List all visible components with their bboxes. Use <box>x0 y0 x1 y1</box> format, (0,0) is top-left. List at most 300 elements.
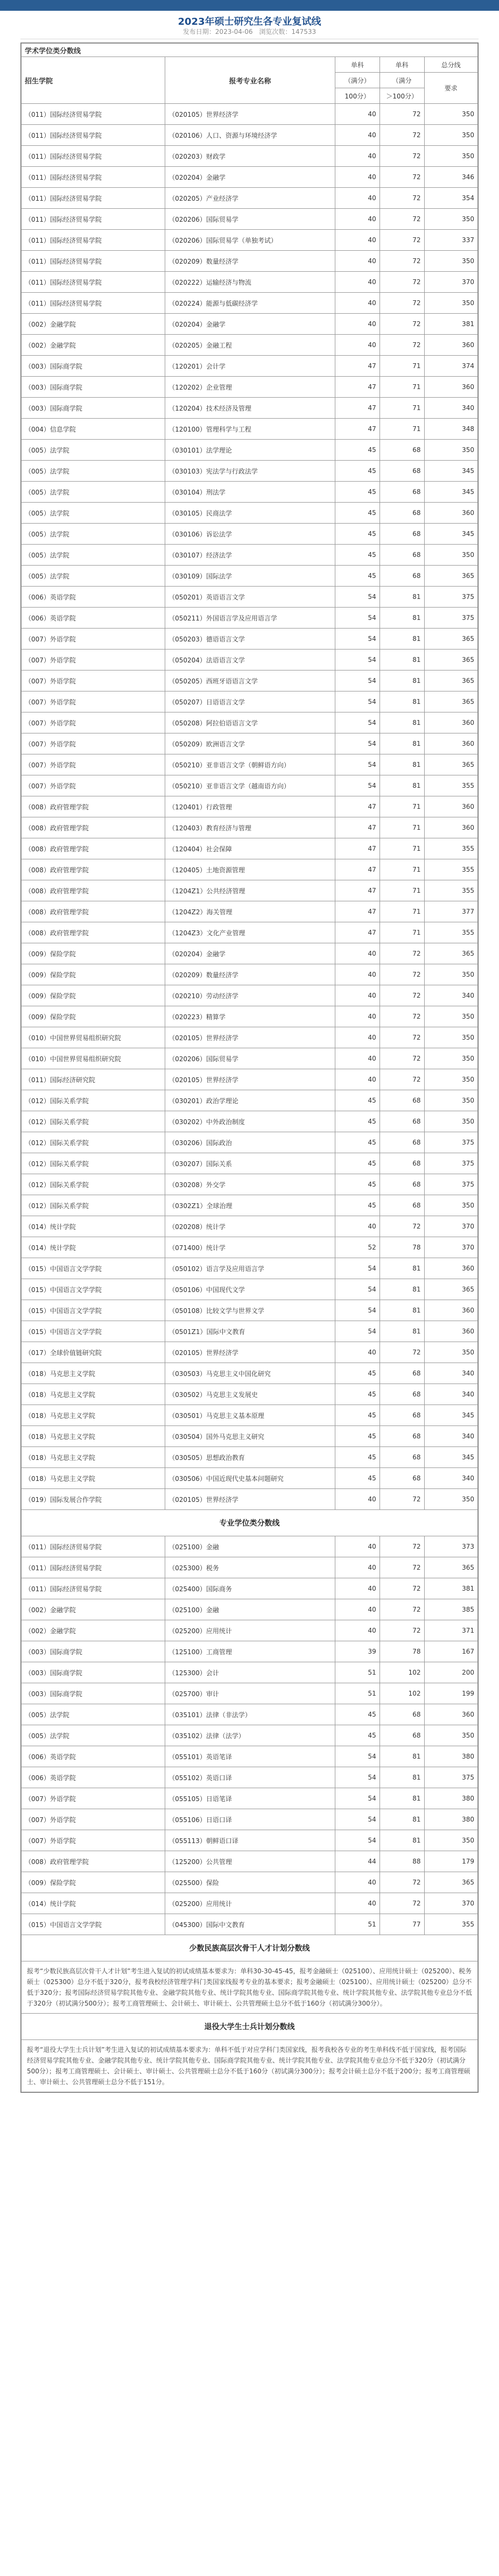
school-cell: （007）外语学院 <box>22 650 165 671</box>
score-table-wrapper <box>20 43 479 2093</box>
school-cell: （008）政府管理学院 <box>22 838 165 859</box>
section-veteran-title: 退役大学生士兵计划分数线 <box>22 2014 478 2040</box>
single-score-over100-cell: 68 <box>379 1725 424 1746</box>
total-score-cell: 371 <box>424 1620 477 1641</box>
total-score-cell: 360 <box>424 1258 477 1279</box>
total-score-cell: 350 <box>424 545 477 566</box>
total-score-cell: 350 <box>424 1195 477 1216</box>
school-cell: （015）中国语言文学学院 <box>22 1914 165 1935</box>
table-row <box>22 419 478 440</box>
single-score-100-cell: 45 <box>335 1132 379 1153</box>
major-cell: （020204）金融学 <box>165 167 335 188</box>
major-cell: （0302Z1）全球治理 <box>165 1195 335 1216</box>
school-cell: （014）统计学院 <box>22 1893 165 1914</box>
single-score-over100-cell: 72 <box>379 943 424 964</box>
school-cell: （015）中国语言文学学院 <box>22 1258 165 1279</box>
major-cell: （030105）民商法学 <box>165 503 335 524</box>
table-row <box>22 1557 478 1578</box>
single-score-over100-cell: 68 <box>379 1090 424 1111</box>
single-score-over100-cell: 81 <box>379 1258 424 1279</box>
score-table <box>21 43 478 2092</box>
major-cell: （020209）数量经济学 <box>165 964 335 985</box>
table-row <box>22 1342 478 1363</box>
table-row <box>22 503 478 524</box>
major-cell: （120405）土地资源管理 <box>165 859 335 880</box>
single-score-100-cell: 51 <box>335 1683 379 1704</box>
table-row <box>22 1027 478 1048</box>
table-row <box>22 1174 478 1195</box>
single-score-100-cell: 54 <box>335 1830 379 1851</box>
major-cell: （050108）比较文学与世界文学 <box>165 1300 335 1321</box>
school-cell: （007）外语学院 <box>22 1788 165 1809</box>
table-row <box>22 880 478 901</box>
table-row <box>22 1048 478 1069</box>
total-score-cell: 340 <box>424 1426 477 1447</box>
table-row <box>22 1704 478 1725</box>
table-row <box>22 964 478 985</box>
single-score-100-cell: 45 <box>335 1090 379 1111</box>
table-row <box>22 545 478 566</box>
major-cell: （025700）审计 <box>165 1683 335 1704</box>
total-score-cell: 370 <box>424 1237 477 1258</box>
total-score-cell: 365 <box>424 691 477 712</box>
school-cell: （014）统计学院 <box>22 1237 165 1258</box>
major-cell: （125100）工商管理 <box>165 1641 335 1662</box>
table-row <box>22 1090 478 1111</box>
total-score-cell: 365 <box>424 1872 477 1893</box>
single-score-over100-cell: 72 <box>379 104 424 125</box>
single-score-over100-cell: 81 <box>379 587 424 608</box>
table-row <box>22 188 478 209</box>
major-cell: （055101）英语笔译 <box>165 1746 335 1767</box>
total-score-cell: 374 <box>424 356 477 377</box>
school-cell: （005）法学院 <box>22 482 165 503</box>
single-score-100-cell: 51 <box>335 1914 379 1935</box>
single-score-100-cell: 47 <box>335 398 379 419</box>
single-score-100-cell: 45 <box>335 1195 379 1216</box>
section-academic-label: 学术学位类分数线 <box>22 44 478 57</box>
table-row <box>22 1405 478 1426</box>
section-minority-title: 少数民族高层次骨干人才计划分数线 <box>22 1935 478 1961</box>
total-score-cell: 360 <box>424 1300 477 1321</box>
total-score-cell: 355 <box>424 838 477 859</box>
single-score-100-cell: 40 <box>335 964 379 985</box>
school-cell: （007）外语学院 <box>22 1809 165 1830</box>
single-score-over100-cell: 68 <box>379 1363 424 1384</box>
single-score-100-cell: 45 <box>335 461 379 482</box>
table-row <box>22 671 478 691</box>
single-score-100-cell: 54 <box>335 1258 379 1279</box>
single-score-over100-cell: 81 <box>379 775 424 796</box>
major-cell: （050204）法语语言文学 <box>165 650 335 671</box>
major-cell: （030101）法学理论 <box>165 440 335 461</box>
major-cell: （050203）德语语言文学 <box>165 629 335 650</box>
major-cell: （025300）税务 <box>165 1557 335 1578</box>
table-row <box>22 1578 478 1599</box>
major-cell: （020105）世界经济学 <box>165 1069 335 1090</box>
table-row <box>22 1300 478 1321</box>
single-score-100-cell: 47 <box>335 419 379 440</box>
major-cell: （020206）国际贸易学（单独考试） <box>165 230 335 251</box>
table-row <box>22 335 478 356</box>
table-row <box>22 838 478 859</box>
total-score-cell: 350 <box>424 440 477 461</box>
major-cell: （055113）朝鲜语口译 <box>165 1830 335 1851</box>
section-veteran-text-row <box>22 2040 478 2092</box>
total-score-cell: 380 <box>424 1809 477 1830</box>
total-score-cell: 345 <box>424 482 477 503</box>
school-cell: （008）政府管理学院 <box>22 1851 165 1872</box>
single-score-100-cell: 40 <box>335 230 379 251</box>
total-score-cell: 365 <box>424 629 477 650</box>
single-score-100-cell: 47 <box>335 838 379 859</box>
major-cell: （030109）国际法学 <box>165 566 335 587</box>
major-cell: （030106）诉讼法学 <box>165 524 335 545</box>
single-score-over100-cell: 71 <box>379 817 424 838</box>
school-cell: （009）保险学院 <box>22 1872 165 1893</box>
single-score-over100-cell: 72 <box>379 1342 424 1363</box>
total-score-cell: 375 <box>424 1767 477 1788</box>
section-minority-title-row <box>22 1935 478 1961</box>
total-score-cell: 350 <box>424 293 477 314</box>
total-score-cell: 360 <box>424 817 477 838</box>
header-single-2-mid: （满分 <box>379 73 424 88</box>
total-score-cell: 355 <box>424 775 477 796</box>
major-cell: （050209）欧洲语言文学 <box>165 733 335 754</box>
header-single-1-bot: 100分） <box>335 88 379 104</box>
single-score-100-cell: 54 <box>335 754 379 775</box>
single-score-over100-cell: 68 <box>379 524 424 545</box>
major-cell: （1204Z3）文化产业管理 <box>165 922 335 943</box>
single-score-over100-cell: 72 <box>379 188 424 209</box>
major-cell: （030504）国外马克思主义研究 <box>165 1426 335 1447</box>
single-score-100-cell: 54 <box>335 1809 379 1830</box>
table-row <box>22 1321 478 1342</box>
total-score-cell: 337 <box>424 230 477 251</box>
total-score-cell: 350 <box>424 1725 477 1746</box>
single-score-over100-cell: 81 <box>379 1746 424 1767</box>
school-cell: （003）国际商学院 <box>22 1662 165 1683</box>
major-cell: （050106）中国现代文学 <box>165 1279 335 1300</box>
table-row <box>22 1363 478 1384</box>
single-score-100-cell: 54 <box>335 650 379 671</box>
header-row-1 <box>22 57 478 73</box>
total-score-cell: 355 <box>424 922 477 943</box>
total-score-cell: 340 <box>424 1384 477 1405</box>
total-score-cell: 375 <box>424 608 477 629</box>
major-cell: （020106）人口、资源与环境经济学 <box>165 125 335 146</box>
table-row <box>22 1809 478 1830</box>
major-cell: （055105）日语笔译 <box>165 1788 335 1809</box>
school-cell: （011）国际经济贸易学院 <box>22 1536 165 1557</box>
single-score-over100-cell: 72 <box>379 1489 424 1510</box>
school-cell: （012）国际关系学院 <box>22 1090 165 1111</box>
school-cell: （010）中国世界贸易组织研究院 <box>22 1027 165 1048</box>
single-score-100-cell: 40 <box>335 1006 379 1027</box>
table-row <box>22 1006 478 1027</box>
single-score-100-cell: 40 <box>335 188 379 209</box>
single-score-100-cell: 40 <box>335 1489 379 1510</box>
single-score-100-cell: 40 <box>335 293 379 314</box>
school-cell: （011）国际经济贸易学院 <box>22 188 165 209</box>
total-score-cell: 345 <box>424 524 477 545</box>
school-cell: （007）外语学院 <box>22 712 165 733</box>
table-row <box>22 1620 478 1641</box>
section-professional-title: 专业学位类分数线 <box>22 1510 478 1536</box>
table-row <box>22 733 478 754</box>
single-score-over100-cell: 72 <box>379 1620 424 1641</box>
single-score-over100-cell: 81 <box>379 1767 424 1788</box>
total-score-cell: 350 <box>424 125 477 146</box>
table-row <box>22 1725 478 1746</box>
school-cell: （002）金融学院 <box>22 335 165 356</box>
single-score-100-cell: 45 <box>335 545 379 566</box>
school-cell: （008）政府管理学院 <box>22 901 165 922</box>
total-score-cell: 360 <box>424 1704 477 1725</box>
total-score-cell: 380 <box>424 1746 477 1767</box>
school-cell: （008）政府管理学院 <box>22 880 165 901</box>
table-row <box>22 1384 478 1405</box>
major-cell: （071400）统计学 <box>165 1237 335 1258</box>
section-academic-label-row <box>22 44 478 57</box>
single-score-100-cell: 54 <box>335 629 379 650</box>
table-row <box>22 1111 478 1132</box>
school-cell: （007）外语学院 <box>22 754 165 775</box>
single-score-over100-cell: 81 <box>379 608 424 629</box>
total-score-cell: 360 <box>424 733 477 754</box>
single-score-100-cell: 45 <box>335 440 379 461</box>
single-score-100-cell: 54 <box>335 1300 379 1321</box>
total-score-cell: 350 <box>424 1111 477 1132</box>
total-score-cell: 346 <box>424 167 477 188</box>
single-score-100-cell: 40 <box>335 1872 379 1893</box>
total-score-cell: 373 <box>424 1536 477 1557</box>
single-score-over100-cell: 68 <box>379 1426 424 1447</box>
major-cell: （050210）亚非语言文学（越南语方向） <box>165 775 335 796</box>
school-cell: （009）保险学院 <box>22 964 165 985</box>
total-score-cell: 345 <box>424 1405 477 1426</box>
table-row <box>22 1489 478 1510</box>
major-cell: （030208）外交学 <box>165 1174 335 1195</box>
total-score-cell: 365 <box>424 650 477 671</box>
single-score-100-cell: 40 <box>335 167 379 188</box>
single-score-over100-cell: 72 <box>379 1557 424 1578</box>
single-score-over100-cell: 81 <box>379 1788 424 1809</box>
single-score-over100-cell: 68 <box>379 1132 424 1153</box>
major-cell: （030501）马克思主义基本原理 <box>165 1405 335 1426</box>
school-cell: （009）保险学院 <box>22 1006 165 1027</box>
header-total-req: 要求 <box>424 73 477 104</box>
total-score-cell: 375 <box>424 587 477 608</box>
single-score-over100-cell: 72 <box>379 964 424 985</box>
total-score-cell: 375 <box>424 1153 477 1174</box>
major-cell: （020205）金融工程 <box>165 335 335 356</box>
total-score-cell: 365 <box>424 1557 477 1578</box>
single-score-100-cell: 40 <box>335 251 379 272</box>
total-score-cell: 350 <box>424 1830 477 1851</box>
major-cell: （020105）世界经济学 <box>165 1489 335 1510</box>
school-cell: （011）国际经济贸易学院 <box>22 251 165 272</box>
single-score-over100-cell: 72 <box>379 1893 424 1914</box>
table-row <box>22 1872 478 1893</box>
school-cell: （005）法学院 <box>22 461 165 482</box>
school-cell: （005）法学院 <box>22 503 165 524</box>
single-score-over100-cell: 68 <box>379 1111 424 1132</box>
total-score-cell: 360 <box>424 712 477 733</box>
single-score-100-cell: 45 <box>335 1704 379 1725</box>
single-score-over100-cell: 81 <box>379 1279 424 1300</box>
school-cell: （011）国际经济贸易学院 <box>22 293 165 314</box>
school-cell: （018）马克思主义学院 <box>22 1426 165 1447</box>
school-cell: （018）马克思主义学院 <box>22 1405 165 1426</box>
school-cell: （018）马克思主义学院 <box>22 1447 165 1468</box>
school-cell: （011）国际经济研究院 <box>22 1069 165 1090</box>
single-score-over100-cell: 72 <box>379 1027 424 1048</box>
total-score-cell: 199 <box>424 1683 477 1704</box>
single-score-100-cell: 40 <box>335 125 379 146</box>
single-score-100-cell: 45 <box>335 1405 379 1426</box>
major-cell: （020222）运输经济与物流 <box>165 272 335 293</box>
single-score-over100-cell: 72 <box>379 209 424 230</box>
header-single-1: 单科 <box>335 57 379 73</box>
single-score-over100-cell: 72 <box>379 1536 424 1557</box>
school-cell: （005）法学院 <box>22 545 165 566</box>
single-score-over100-cell: 68 <box>379 1384 424 1405</box>
single-score-over100-cell: 78 <box>379 1641 424 1662</box>
table-row <box>22 1132 478 1153</box>
table-row <box>22 754 478 775</box>
single-score-over100-cell: 68 <box>379 566 424 587</box>
single-score-over100-cell: 81 <box>379 1300 424 1321</box>
single-score-over100-cell: 68 <box>379 1153 424 1174</box>
total-score-cell: 350 <box>424 1006 477 1027</box>
total-score-cell: 381 <box>424 1578 477 1599</box>
major-cell: （025400）国际商务 <box>165 1578 335 1599</box>
major-cell: （0501Z1）国际中文教育 <box>165 1321 335 1342</box>
school-cell: （008）政府管理学院 <box>22 817 165 838</box>
single-score-100-cell: 40 <box>335 146 379 167</box>
major-cell: （035101）法律（非法学） <box>165 1704 335 1725</box>
single-score-100-cell: 40 <box>335 1578 379 1599</box>
major-cell: （030503）马克思主义中国化研究 <box>165 1363 335 1384</box>
total-score-cell: 200 <box>424 1662 477 1683</box>
table-row <box>22 1536 478 1557</box>
school-cell: （007）外语学院 <box>22 671 165 691</box>
major-cell: （120403）教育经济与管理 <box>165 817 335 838</box>
section-minority-text-row <box>22 1961 478 2014</box>
total-score-cell: 377 <box>424 901 477 922</box>
major-cell: （025200）应用统计 <box>165 1620 335 1641</box>
table-row <box>22 251 478 272</box>
single-score-100-cell: 40 <box>335 1069 379 1090</box>
publish-date: 发布日期：2023-04-06 <box>182 28 253 36</box>
header-single-2-bot: ＞100分） <box>379 88 424 104</box>
major-cell: （020224）能源与低碳经济学 <box>165 293 335 314</box>
total-score-cell: 370 <box>424 272 477 293</box>
single-score-over100-cell: 81 <box>379 1830 424 1851</box>
total-score-cell: 355 <box>424 1914 477 1935</box>
table-row <box>22 943 478 964</box>
total-score-cell: 354 <box>424 188 477 209</box>
single-score-100-cell: 40 <box>335 1216 379 1237</box>
total-score-cell: 340 <box>424 985 477 1006</box>
school-cell: （002）金融学院 <box>22 1620 165 1641</box>
total-score-cell: 348 <box>424 419 477 440</box>
single-score-over100-cell: 72 <box>379 1216 424 1237</box>
single-score-100-cell: 40 <box>335 1599 379 1620</box>
single-score-over100-cell: 78 <box>379 1237 424 1258</box>
single-score-100-cell: 40 <box>335 985 379 1006</box>
school-cell: （005）法学院 <box>22 566 165 587</box>
major-cell: （055106）日语口译 <box>165 1809 335 1830</box>
major-cell: （1204Z2）海关管理 <box>165 901 335 922</box>
school-cell: （008）政府管理学院 <box>22 859 165 880</box>
single-score-100-cell: 45 <box>335 1447 379 1468</box>
major-cell: （020105）世界经济学 <box>165 1027 335 1048</box>
school-cell: （018）马克思主义学院 <box>22 1384 165 1405</box>
school-cell: （002）金融学院 <box>22 1599 165 1620</box>
school-cell: （017）全球价值链研究院 <box>22 1342 165 1363</box>
major-cell: （050211）外国语言学及应用语言学 <box>165 608 335 629</box>
single-score-over100-cell: 71 <box>379 796 424 817</box>
school-cell: （018）马克思主义学院 <box>22 1363 165 1384</box>
school-cell: （003）国际商学院 <box>22 398 165 419</box>
single-score-over100-cell: 81 <box>379 629 424 650</box>
major-cell: （120100）管理科学与工程 <box>165 419 335 440</box>
single-score-over100-cell: 81 <box>379 1321 424 1342</box>
single-score-over100-cell: 72 <box>379 293 424 314</box>
total-score-cell: 350 <box>424 1069 477 1090</box>
school-cell: （011）国际经济贸易学院 <box>22 272 165 293</box>
major-cell: （120401）行政管理 <box>165 796 335 817</box>
total-score-cell: 340 <box>424 1363 477 1384</box>
major-cell: （030505）思想政治教育 <box>165 1447 335 1468</box>
single-score-100-cell: 40 <box>335 1557 379 1578</box>
single-score-100-cell: 54 <box>335 1788 379 1809</box>
total-score-cell: 340 <box>424 1468 477 1489</box>
single-score-over100-cell: 71 <box>379 377 424 398</box>
single-score-over100-cell: 81 <box>379 650 424 671</box>
table-row <box>22 356 478 377</box>
table-row <box>22 272 478 293</box>
total-score-cell: 360 <box>424 335 477 356</box>
total-score-cell: 345 <box>424 1447 477 1468</box>
single-score-over100-cell: 72 <box>379 1599 424 1620</box>
total-score-cell: 350 <box>424 251 477 272</box>
single-score-100-cell: 45 <box>335 524 379 545</box>
school-cell: （015）中国语言文学学院 <box>22 1279 165 1300</box>
school-cell: （006）英语学院 <box>22 608 165 629</box>
single-score-100-cell: 40 <box>335 335 379 356</box>
school-cell: （011）国际经济贸易学院 <box>22 146 165 167</box>
single-score-over100-cell: 68 <box>379 545 424 566</box>
school-cell: （008）政府管理学院 <box>22 796 165 817</box>
single-score-100-cell: 45 <box>335 1174 379 1195</box>
table-row <box>22 901 478 922</box>
single-score-100-cell: 51 <box>335 1662 379 1683</box>
total-score-cell: 360 <box>424 1321 477 1342</box>
major-cell: （035102）法律（法学） <box>165 1725 335 1746</box>
table-row <box>22 1258 478 1279</box>
major-cell: （020206）国际贸易学 <box>165 209 335 230</box>
school-cell: （006）英语学院 <box>22 1767 165 1788</box>
single-score-100-cell: 39 <box>335 1641 379 1662</box>
top-banner <box>0 0 499 11</box>
school-cell: （014）统计学院 <box>22 1216 165 1237</box>
table-row <box>22 922 478 943</box>
total-score-cell: 340 <box>424 398 477 419</box>
table-row <box>22 125 478 146</box>
